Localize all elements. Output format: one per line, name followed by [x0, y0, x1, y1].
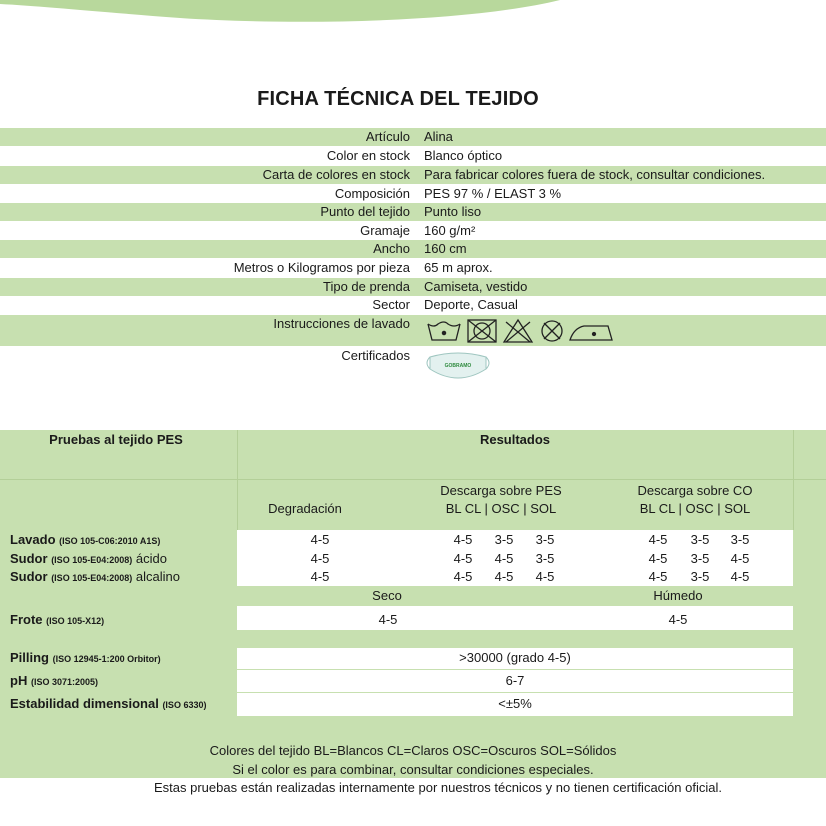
spec-value: Blanco óptico — [424, 148, 503, 163]
estabilidad-value: <±5% — [498, 696, 532, 711]
spec-row-composicion — [0, 185, 826, 203]
divider — [237, 669, 793, 670]
spec-label: Composición — [334, 186, 410, 201]
spec-label: Ancho — [373, 241, 410, 256]
spec-value: 160 g/m² — [424, 223, 476, 238]
spec-label: Artículo — [365, 129, 410, 144]
col-descarga-co: Descarga sobre CO — [637, 483, 753, 498]
spec-row-prenda — [0, 278, 826, 296]
spec-row-gramaje — [0, 222, 826, 240]
test-value: 4-5 — [648, 569, 668, 584]
test-value: 4-5 — [648, 551, 668, 566]
estabilidad-label: Estabilidad dimensional (ISO 6330) — [10, 696, 207, 711]
no-tumble-dry-icon — [542, 321, 562, 341]
ph-label: pH (ISO 3071:2005) — [10, 673, 99, 688]
spec-row-sector — [0, 296, 826, 314]
test-value: 3-5 — [494, 532, 514, 547]
test-value: 3-5 — [535, 551, 555, 566]
spec-row-color — [0, 147, 826, 165]
tests-header-left: Pruebas al tejido PES — [49, 432, 183, 447]
col-descarga-pes: Descarga sobre PES — [440, 483, 562, 498]
test-value: 4-5 — [535, 569, 555, 584]
footer-line-1: Colores del tejido BL=Blancos CL=Claros OSC=Oscuros SOL=Sólidos — [209, 743, 617, 758]
test-value: 4-5 — [453, 551, 473, 566]
ph-value: 6-7 — [505, 673, 525, 688]
frote-humedo-value: 4-5 — [668, 612, 688, 627]
test-value: 4-5 — [730, 569, 750, 584]
spec-label: Tipo de prenda — [323, 279, 410, 294]
spec-label: Certificados — [341, 348, 410, 363]
col-pes-sub: BL CL | OSC | SOL — [445, 501, 557, 516]
frote-value-area — [237, 610, 793, 628]
test-value: 4-5 — [494, 569, 514, 584]
col-co-sub: BL CL | OSC | SOL — [639, 501, 751, 516]
spec-value: Alina — [424, 129, 453, 144]
no-bleach-icon — [468, 320, 496, 342]
frote-right-band — [793, 606, 826, 630]
no-chlorine-icon — [504, 320, 532, 342]
test-value: 4-5 — [730, 551, 750, 566]
seco-label: Seco — [372, 588, 402, 603]
spec-label: Color en stock — [326, 148, 410, 163]
footer-line-2: Si el color es para combinar, consultar condiciones especiales. — [232, 762, 594, 777]
spec-value: PES 97 % / ELAST 3 % — [424, 186, 562, 201]
certificate-logo-text: GOBRAMO — [444, 363, 472, 369]
spec-row-articulo — [0, 128, 826, 146]
spec-value: Punto liso — [424, 204, 482, 219]
header-swoosh — [0, 0, 826, 40]
test-value: 3-5 — [690, 532, 710, 547]
care-symbols — [426, 318, 616, 344]
spec-row-lavado — [0, 315, 826, 346]
rows-right-band — [793, 530, 826, 586]
spec-label: Gramaje — [360, 223, 410, 238]
test-row-label: Sudor (ISO 105-E04:2008) ácido — [10, 551, 167, 566]
test-value: 3-5 — [690, 569, 710, 584]
footer-line-3: Estas pruebas están realizadas internamente por nuestros técnicos y no tienen certificación oficial. — [154, 780, 722, 795]
test-value: 4-5 — [310, 569, 330, 584]
spec-row-carta — [0, 166, 826, 184]
spec-row-certificados — [0, 347, 826, 387]
test-value: 4-5 — [453, 532, 473, 547]
iron-low-icon — [570, 326, 612, 340]
spec-row-metros — [0, 259, 826, 277]
spacer-band — [0, 630, 826, 648]
spec-value: Camiseta, vestido — [424, 279, 528, 294]
certificate-mask-icon — [424, 347, 492, 385]
test-value: 4-5 — [453, 569, 473, 584]
frote-seco-value: 4-5 — [378, 612, 398, 627]
test-value: 4-5 — [310, 532, 330, 547]
pilling-label: Pilling (ISO 12945-1:200 Orbitor) — [10, 650, 161, 665]
frote-label: Frote (ISO 105-X12) — [10, 612, 105, 627]
spec-label: Instrucciones de lavado — [273, 316, 410, 331]
spec-value: Deporte, Casual — [424, 297, 518, 312]
divider — [237, 692, 793, 693]
test-value: 3-5 — [730, 532, 750, 547]
col-degradacion: Degradación — [268, 501, 342, 516]
props-right-band — [793, 648, 826, 716]
test-value: 4-5 — [494, 551, 514, 566]
test-row-label: Sudor (ISO 105-E04:2008) alcalino — [10, 569, 180, 584]
spec-row-ancho — [0, 240, 826, 258]
spec-value: 160 cm — [424, 241, 467, 256]
page-title: FICHA TÉCNICA DEL TEJIDO — [257, 88, 539, 110]
pilling-value: >30000 (grado 4-5) — [459, 650, 571, 665]
spec-row-punto — [0, 203, 826, 221]
divider — [793, 430, 794, 530]
test-row-label: Lavado (ISO 105-C06:2010 A1S) — [10, 532, 161, 547]
spec-value: 65 m aprox. — [424, 260, 493, 275]
spec-label: Carta de colores en stock — [262, 167, 410, 182]
spec-label: Sector — [372, 297, 410, 312]
divider — [0, 479, 826, 480]
spec-label: Metros o Kilogramos por pieza — [233, 260, 410, 275]
test-value: 4-5 — [310, 551, 330, 566]
tests-header-right: Resultados — [479, 432, 551, 447]
humedo-label: Húmedo — [653, 588, 703, 603]
spec-value: Para fabricar colores fuera de stock, consultar condiciones. — [424, 167, 766, 182]
test-value: 4-5 — [648, 532, 668, 547]
test-value: 3-5 — [535, 532, 555, 547]
wash-30-icon — [428, 322, 460, 340]
test-value: 3-5 — [690, 551, 710, 566]
spec-label: Punto del tejido — [320, 204, 410, 219]
